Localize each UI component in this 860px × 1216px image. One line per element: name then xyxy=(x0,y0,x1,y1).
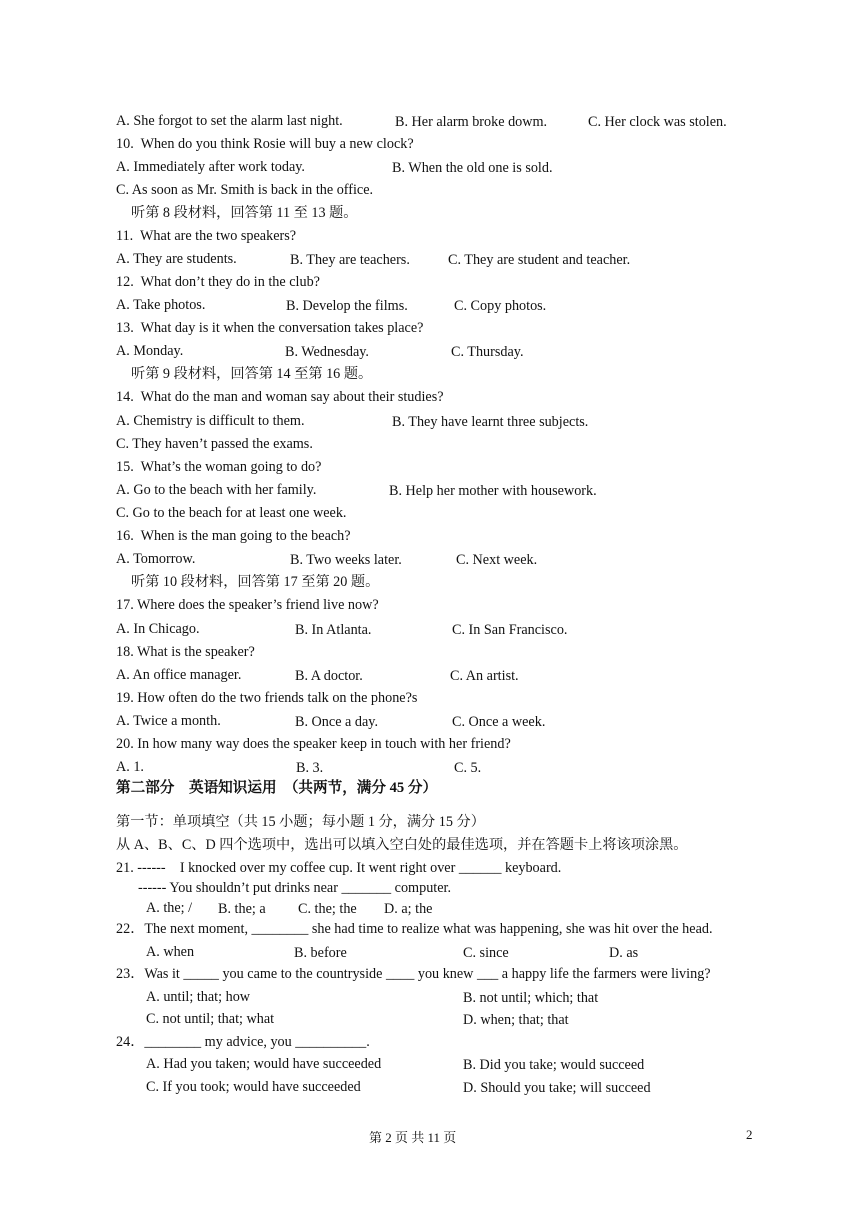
option-19a: A. Twice a month. xyxy=(116,713,221,729)
option-14c: C. They haven’t passed the exams. xyxy=(116,436,313,452)
option-10b: B. When the old one is sold. xyxy=(392,160,553,176)
option-20c: C. 5. xyxy=(454,760,482,776)
question-24: 24．________ my advice, you __________. xyxy=(116,1034,370,1050)
option-23a: A. until; that; how xyxy=(146,989,251,1005)
option-24c: C. If you took; would have succeeded xyxy=(146,1079,361,1095)
option-13c: C. Thursday. xyxy=(451,344,524,360)
question-21: 21. ------ I knocked over my coffee cup. It went right over ______ keyboard. xyxy=(116,860,562,876)
option-10c: C. As soon as Mr. Smith is back in the office. xyxy=(116,182,374,198)
option-12c: C. Copy photos. xyxy=(454,298,547,314)
option-22b: B. before xyxy=(294,945,347,961)
option-15c: C. Go to the beach for at least one week. xyxy=(116,505,347,521)
question-10: 10. When do you think Rosie will buy a new clock? xyxy=(116,136,414,152)
option-23c: C. not until; that; what xyxy=(146,1011,275,1027)
option-11a: A. They are students. xyxy=(116,251,237,267)
question-15: 15. What’s the woman going to do? xyxy=(116,459,322,475)
section-instruction-10: 听第 10 段材料，回答第 17 至第 20 题。 xyxy=(131,574,380,590)
question-11: 11. What are the two speakers? xyxy=(116,228,297,244)
option-16b: B. Two weeks later. xyxy=(290,552,402,568)
question-20: 20. In how many way does the speaker keep in touch with her friend? xyxy=(116,736,511,752)
option-20b: B. 3. xyxy=(296,760,324,776)
option-18c: C. An artist. xyxy=(450,668,519,684)
option-24d: D. Should you take; will succeed xyxy=(463,1080,651,1096)
option-21a: A. the; / xyxy=(146,900,193,916)
option-23d: D. when; that; that xyxy=(463,1012,569,1028)
option-22d: D. as xyxy=(609,945,639,961)
option-19c: C. Once a week. xyxy=(452,714,546,730)
option-16a: A. Tomorrow. xyxy=(116,551,196,567)
option-9a: A. She forgot to set the alarm last night. xyxy=(116,113,343,129)
option-21c: C. the; the xyxy=(298,901,357,917)
option-18a: A. An office manager. xyxy=(116,667,242,683)
option-24a: A. Had you taken; would have succeeded xyxy=(146,1056,382,1072)
option-11b: B. They are teachers. xyxy=(290,252,410,268)
option-12b: B. Develop the films. xyxy=(286,298,408,314)
option-19b: B. Once a day. xyxy=(295,714,378,730)
option-13a: A. Monday. xyxy=(116,343,184,359)
option-21d: D. a; the xyxy=(384,901,433,917)
option-17a: A. In Chicago. xyxy=(116,621,200,637)
question-17: 17. Where does the speaker’s friend live now? xyxy=(116,597,379,613)
option-17c: C. In San Francisco. xyxy=(452,622,568,638)
question-12: 12. What don’t they do in the club? xyxy=(116,274,320,290)
option-22c: C. since xyxy=(463,945,509,961)
section-instruction-9: 听第 9 段材料，回答第 14 至第 16 题。 xyxy=(131,366,373,382)
option-15b: B. Help her mother with housework. xyxy=(389,483,597,499)
question-23: 23．Was it _____ you came to the countryside ____ you knew ___ a happy life the farmers were living? xyxy=(116,966,711,982)
option-11c: C. They are student and teacher. xyxy=(448,252,631,268)
option-22a: A. when xyxy=(146,944,195,960)
section-one-instruction: 从 A、B、C、D 四个选项中，选出可以填入空白处的最佳选项，并在答题卡上将该项涂黑。 xyxy=(116,837,688,853)
option-9c: C. Her clock was stolen. xyxy=(588,114,727,130)
option-14a: A. Chemistry is difficult to them. xyxy=(116,413,305,429)
question-16: 16. When is the man going to the beach? xyxy=(116,528,351,544)
question-14: 14. What do the man and woman say about their studies? xyxy=(116,389,444,405)
option-24b: B. Did you take; would succeed xyxy=(463,1057,645,1073)
page-footer-label: 第 2 页 共 11 页 xyxy=(369,1130,457,1145)
option-23b: B. not until; which; that xyxy=(463,990,599,1006)
option-15a: A. Go to the beach with her family. xyxy=(116,482,317,498)
option-10a: A. Immediately after work today. xyxy=(116,159,305,175)
question-19: 19. How often do the two friends talk on the phone?s xyxy=(116,690,418,706)
page-number: 2 xyxy=(746,1127,753,1142)
option-13b: B. Wednesday. xyxy=(285,344,369,360)
part-two-heading: 第二部分 英语知识运用 （共两节，满分 45 分） xyxy=(116,780,438,796)
question-13: 13. What day is it when the conversation takes place? xyxy=(116,320,424,336)
option-14b: B. They have learnt three subjects. xyxy=(392,414,589,430)
option-12a: A. Take photos. xyxy=(116,297,206,313)
question-21-reply: ------ You shouldn’t put drinks near _______ computer. xyxy=(138,880,452,896)
option-17b: B. In Atlanta. xyxy=(295,622,372,638)
section-instruction-8: 听第 8 段材料，回答第 11 至 13 题。 xyxy=(131,205,358,221)
question-18: 18. What is the speaker? xyxy=(116,644,255,660)
question-22: 22．The next moment, ________ she had time to realize what was happening, she was hit over the head. xyxy=(116,921,713,937)
option-18b: B. A doctor. xyxy=(295,668,363,684)
option-9b: B. Her alarm broke dowm. xyxy=(395,114,548,130)
option-20a: A. 1. xyxy=(116,759,144,775)
option-21b: B. the; a xyxy=(218,901,266,917)
section-one-heading: 第一节：单项填空（共 15 小题；每小题 1 分，满分 15 分） xyxy=(116,814,485,830)
option-16c: C. Next week. xyxy=(456,552,538,568)
